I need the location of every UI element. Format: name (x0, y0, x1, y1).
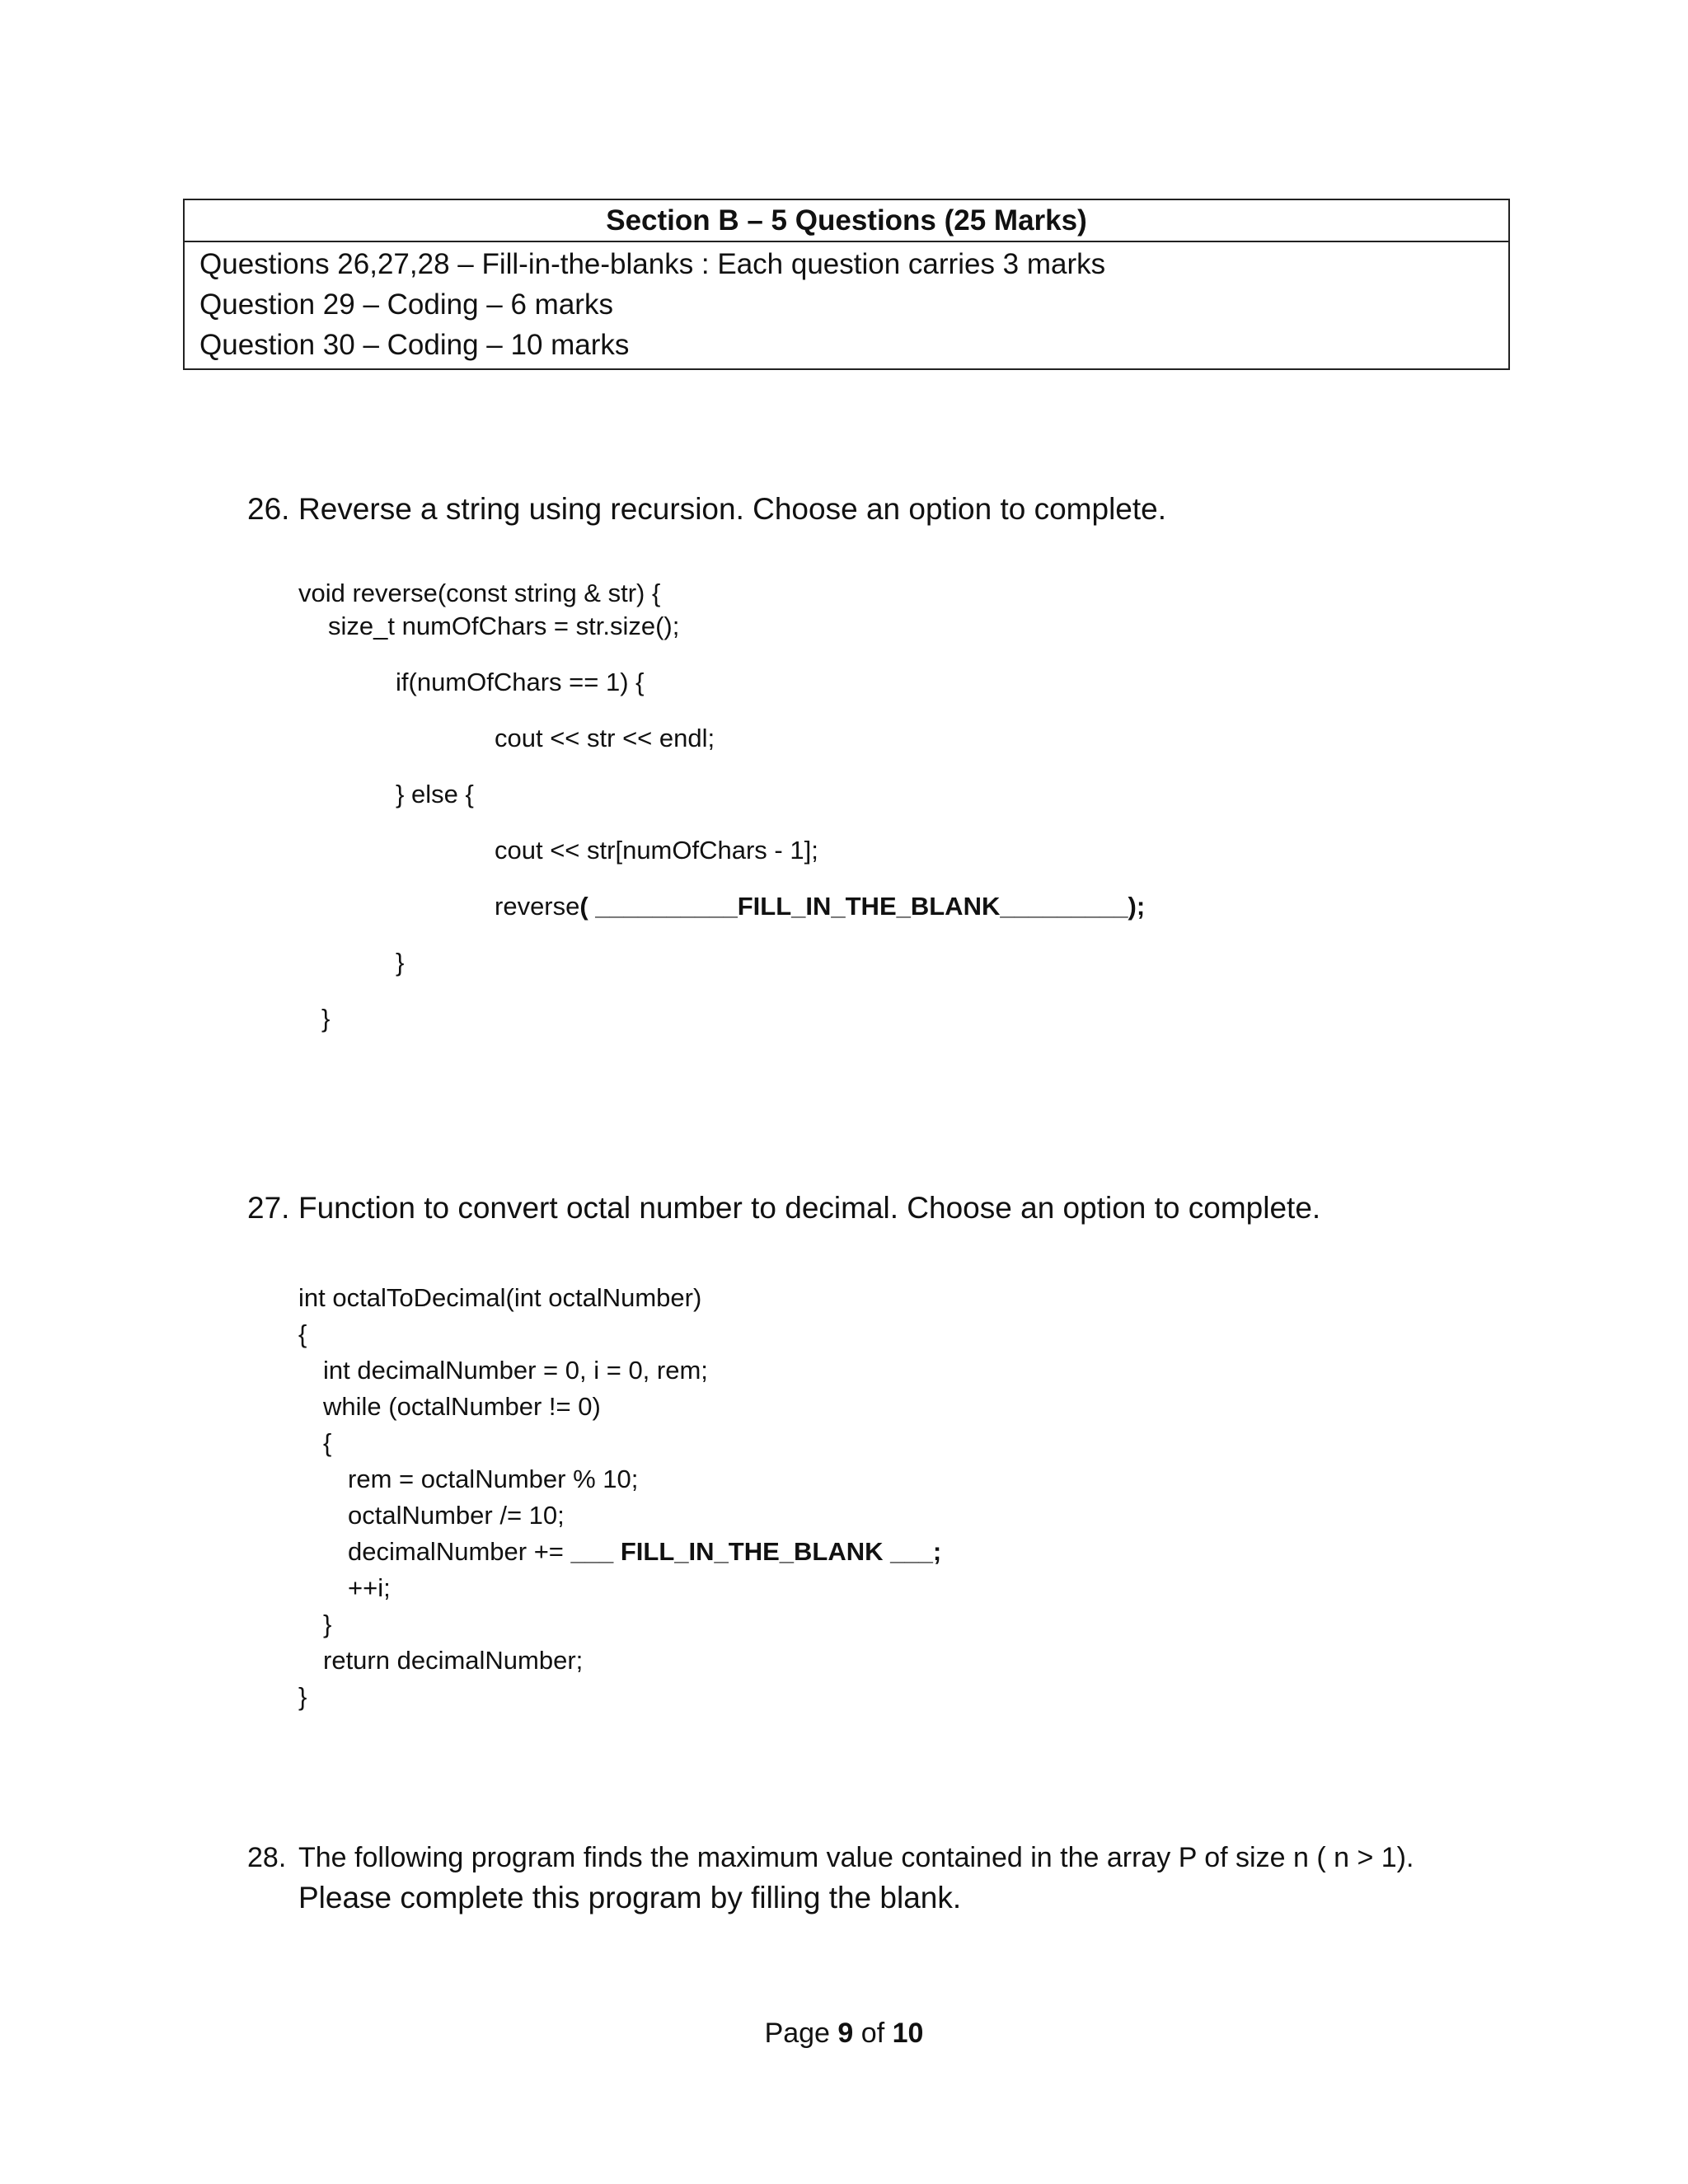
question-number: 27. (247, 1191, 290, 1225)
code-line: rem = octalNumber % 10; (348, 1465, 639, 1493)
question-number: 26. (247, 492, 290, 526)
question-26-prompt (247, 488, 1166, 531)
question-28-prompt-continued: Please complete this program by filling the blank. (298, 1881, 962, 1915)
page-label: Page (764, 2018, 830, 2049)
section-title: Section B – 5 Questions (25 Marks) (185, 200, 1508, 242)
code-line: if(numOfChars == 1) { (396, 668, 645, 696)
code-line: cout << str[numOfChars - 1]; (495, 836, 818, 865)
code-line: return decimalNumber; (323, 1646, 584, 1675)
fill-in-blank: ( __________FILL_IN_THE_BLANK_________); (579, 892, 1146, 921)
code-line: int decimalNumber = 0, i = 0, rem; (323, 1356, 708, 1385)
code-line: { (323, 1428, 332, 1457)
code-line: } (298, 1682, 307, 1711)
code-line: int octalToDecimal(int octalNumber) (298, 1283, 702, 1312)
question-28-prompt (247, 1836, 1414, 1879)
code-line: octalNumber /= 10; (348, 1501, 565, 1530)
question-text: Function to convert octal number to decimal. Choose an option to complete. (298, 1191, 1321, 1225)
code-line: } (396, 948, 405, 977)
page-footer (0, 2015, 1688, 2051)
code-line: } (321, 1004, 331, 1033)
page-total: 10 (892, 2018, 924, 2049)
code-line: { (298, 1319, 307, 1348)
code-line: } (323, 1610, 332, 1638)
question-27-prompt (247, 1187, 1320, 1230)
code-line: ++i; (348, 1573, 391, 1602)
code-line-blank (495, 890, 1145, 923)
question-text: Reverse a string using recursion. Choose an option to complete. (298, 492, 1167, 526)
section-line: Questions 26,27,28 – Fill-in-the-blanks : Each question carries 3 marks (199, 248, 1106, 280)
section-line: Question 30 – Coding – 10 marks (199, 329, 630, 361)
question-text: The following program finds the maximum value contained in the array P of size n ( n > 1). (298, 1842, 1414, 1873)
fill-in-blank: ___ FILL_IN_THE_BLANK ___; (570, 1537, 942, 1566)
code-line: void reverse(const string & str) { (298, 579, 661, 607)
code-text: decimalNumber += (348, 1537, 571, 1566)
code-line: size_t numOfChars = str.size(); (328, 612, 680, 640)
code-line: } else { (396, 780, 474, 808)
section-line: Question 29 – Coding – 6 marks (199, 288, 613, 321)
code-text: reverse (495, 892, 580, 921)
question-number: 28. (247, 1842, 287, 1873)
code-line: cout << str << endl; (495, 724, 715, 752)
code-line: while (octalNumber != 0) (323, 1392, 601, 1421)
page-current: 9 (837, 2018, 854, 2049)
of-label: of (860, 2018, 885, 2049)
section-header-box (183, 199, 1510, 370)
code-line-blank (348, 1535, 941, 1568)
section-marks-list (185, 242, 1508, 368)
